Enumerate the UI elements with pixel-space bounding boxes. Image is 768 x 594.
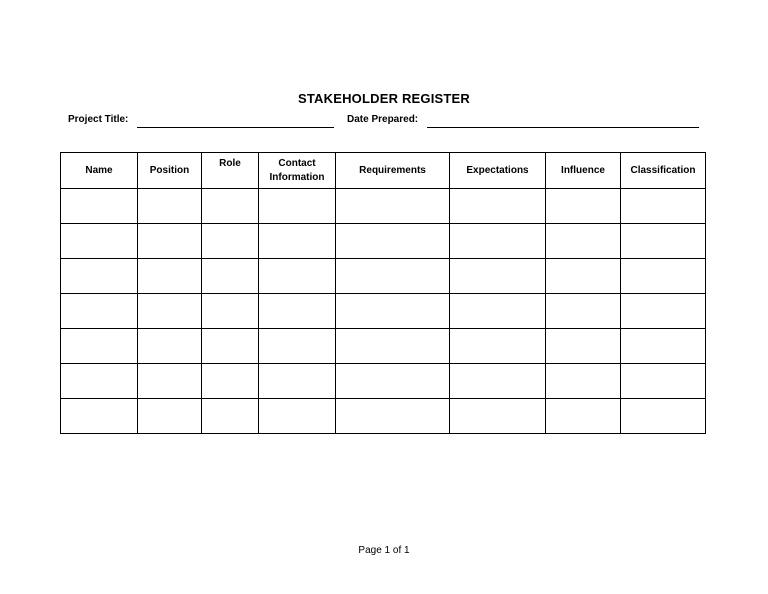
cell-position[interactable] [138, 189, 202, 224]
header-position: Position [138, 153, 202, 189]
cell-influence[interactable] [546, 294, 621, 329]
header-expectations: Expectations [450, 153, 546, 189]
cell-expectations[interactable] [450, 189, 546, 224]
cell-role[interactable] [202, 224, 259, 259]
cell-contact-information[interactable] [259, 224, 336, 259]
table-body [61, 189, 706, 434]
cell-name[interactable] [61, 259, 138, 294]
cell-role[interactable] [202, 364, 259, 399]
cell-role[interactable] [202, 329, 259, 364]
header-requirements: Requirements [336, 153, 450, 189]
cell-classification[interactable] [621, 329, 706, 364]
header-contact-line1: Contact [278, 157, 316, 169]
cell-expectations[interactable] [450, 364, 546, 399]
cell-classification[interactable] [621, 294, 706, 329]
table-row [61, 364, 706, 399]
table-row [61, 259, 706, 294]
date-prepared-field[interactable] [427, 127, 699, 128]
cell-influence[interactable] [546, 224, 621, 259]
cell-position[interactable] [138, 294, 202, 329]
cell-requirements[interactable] [336, 294, 450, 329]
header-contact-line2: Information [269, 171, 325, 183]
cell-influence[interactable] [546, 259, 621, 294]
cell-influence[interactable] [546, 189, 621, 224]
document-title: STAKEHOLDER REGISTER [297, 91, 471, 106]
cell-requirements[interactable] [336, 259, 450, 294]
cell-requirements[interactable] [336, 399, 450, 434]
cell-requirements[interactable] [336, 224, 450, 259]
table-row [61, 224, 706, 259]
table-row [61, 329, 706, 364]
cell-position[interactable] [138, 259, 202, 294]
header-classification: Classification [621, 153, 706, 189]
cell-name[interactable] [61, 329, 138, 364]
cell-influence[interactable] [546, 329, 621, 364]
stakeholder-table [60, 152, 706, 434]
cell-name[interactable] [61, 294, 138, 329]
cell-classification[interactable] [621, 189, 706, 224]
header-influence: Influence [546, 153, 621, 189]
cell-expectations[interactable] [450, 329, 546, 364]
cell-requirements[interactable] [336, 329, 450, 364]
cell-position[interactable] [138, 329, 202, 364]
table-row [61, 294, 706, 329]
cell-role[interactable] [202, 259, 259, 294]
cell-position[interactable] [138, 364, 202, 399]
cell-contact-information[interactable] [259, 189, 336, 224]
cell-influence[interactable] [546, 364, 621, 399]
cell-position[interactable] [138, 399, 202, 434]
cell-role[interactable] [202, 294, 259, 329]
page-number: Page 1 of 1 [358, 545, 410, 556]
cell-contact-information[interactable] [259, 399, 336, 434]
cell-role[interactable] [202, 189, 259, 224]
table-row [61, 399, 706, 434]
cell-position[interactable] [138, 224, 202, 259]
cell-expectations[interactable] [450, 259, 546, 294]
cell-classification[interactable] [621, 399, 706, 434]
project-title-field[interactable] [137, 127, 334, 128]
cell-influence[interactable] [546, 399, 621, 434]
cell-name[interactable] [61, 224, 138, 259]
cell-requirements[interactable] [336, 189, 450, 224]
cell-name[interactable] [61, 189, 138, 224]
date-prepared-label: Date Prepared: [347, 114, 419, 125]
table-row [61, 189, 706, 224]
cell-expectations[interactable] [450, 399, 546, 434]
cell-classification[interactable] [621, 259, 706, 294]
cell-contact-information[interactable] [259, 294, 336, 329]
cell-contact-information[interactable] [259, 259, 336, 294]
header-row [61, 153, 706, 189]
cell-requirements[interactable] [336, 364, 450, 399]
header-role: Role [202, 153, 259, 189]
cell-expectations[interactable] [450, 294, 546, 329]
header-contact-information [259, 153, 336, 189]
cell-name[interactable] [61, 399, 138, 434]
cell-expectations[interactable] [450, 224, 546, 259]
project-title-label: Project Title: [68, 114, 129, 125]
cell-contact-information[interactable] [259, 329, 336, 364]
cell-name[interactable] [61, 364, 138, 399]
header-name: Name [61, 153, 138, 189]
cell-contact-information[interactable] [259, 364, 336, 399]
cell-classification[interactable] [621, 364, 706, 399]
cell-classification[interactable] [621, 224, 706, 259]
cell-role[interactable] [202, 399, 259, 434]
